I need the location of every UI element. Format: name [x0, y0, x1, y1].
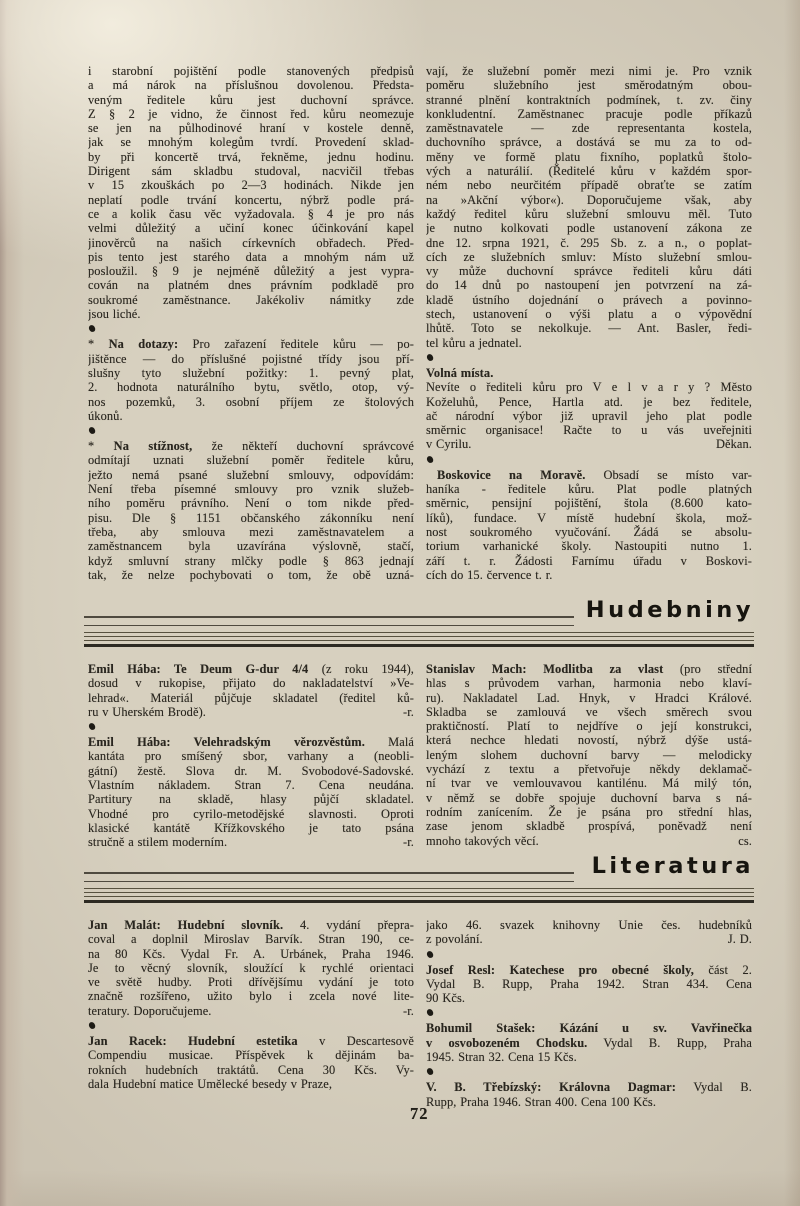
text-line: a má nárok na příslušnou dovolenou. Předsta- — [88, 78, 414, 93]
text-line: v osvobozeném Chodsku. Vydal B. Rupp, Praha — [426, 1035, 752, 1050]
bullet-dot-icon — [426, 455, 434, 464]
text-line: Koželuhů, Pence, Hartla atd. je bez ředitele, — [426, 394, 752, 409]
signature: -r. — [403, 704, 414, 719]
text-line: ve světě hudby. Proti dřívějšímu vydání je toto — [88, 975, 414, 990]
signature: -r. — [403, 1003, 414, 1018]
text-line: velmi důležitý a učiní konec účinkování kapel — [88, 221, 414, 236]
bullet-mark — [426, 452, 752, 468]
bullet-dot-icon — [426, 1009, 434, 1018]
text-line: Je to věcný slovník, sloužící k rychlé orientaci — [88, 960, 414, 975]
text-line: nos pozemků, 3. osobní příjem ze štolových — [88, 394, 414, 409]
text-line: ježto nemá psané služební smlouvy, odpovídám: — [88, 467, 414, 482]
text-line: * Na stížnost, že někteří duchovní správcové — [88, 439, 414, 454]
text-line: coval a doplnil Miroslav Barvík. Stran 190, ce- — [88, 932, 414, 947]
text-line: dala Hudební matice Umělecké besedy v Praze, — [88, 1076, 333, 1091]
text-line: neplatí podle trvání koncertu, nýbrž podle prá- — [88, 192, 414, 207]
text-line: jako 46. svazek knihovny Unie čes. hudebníků — [426, 918, 752, 932]
text-line: kantáta pro smíšený sbor, varhany a (neobli- — [88, 749, 414, 764]
text-line: třeba, aby smlouva mezi zaměstnavatelem a — [88, 524, 414, 539]
bullet-dot-icon — [88, 325, 96, 334]
text-line: -r. stručně a stilem moderním. — [88, 835, 414, 850]
text-line: rokních hudebních traktátů. Cena 30 Kčs. Vy- — [88, 1062, 414, 1077]
text-line: Jan Racek: Hudební estetika v Descartesově — [88, 1034, 414, 1049]
text-line: cích ze služebních smluv: Místo služební smlou- — [426, 249, 752, 264]
text-line: úkonů. — [88, 408, 123, 423]
text-line: ního poměru právního. Není o tom nikde před- — [88, 496, 414, 511]
text-line: V. B. Třebízský: Královna Dagmar: Vydal B. — [426, 1080, 752, 1095]
text-line: ač národní výbor již upravil jeho plat podle — [426, 408, 752, 423]
text-line: dosud v rukopise, přijato do nakladatelství »Ve- — [88, 676, 414, 691]
text-line: směrnic, pensijní pojištění, štola (8.600 kato- — [426, 496, 752, 511]
text-line: Emil Hába: Velehradským věrozvěstům. Malá — [88, 735, 414, 750]
text-line: Volná místa. — [426, 365, 494, 380]
text-line: -r. ru v Uherském Brodě). — [88, 704, 414, 719]
text-line: poměru služebního jest směrodatným obou- — [426, 78, 752, 93]
text-line: Josef Resl: Katechese pro obecné školy, část 2. — [426, 962, 752, 977]
text-line: Dirigent sám skladbu studoval, nacvičil třebas — [88, 164, 414, 179]
section-title-hudebniny: Hudebniny — [585, 597, 754, 623]
text-line: -r. teratury. Doporučujeme. — [88, 1003, 414, 1018]
text-line: zase jenom skladbě prospívá, poněvadž není — [426, 819, 752, 834]
text-line: cován na platném dnes právním podkladě pro — [88, 278, 414, 293]
text-line: tak, že nelze pochybovati o tom, že obě uzná- — [88, 567, 414, 582]
text-line: ní tvar ve vemlouvavou kantilénu. Má milý tón, — [426, 776, 752, 791]
text-line: vy může duchovní správce řediteli kůru dáti — [426, 264, 752, 279]
text-line: v němž se dobře spojuje duchovní barva s ná- — [426, 790, 752, 805]
text-line: když smluvní strany mlčky podle § 863 jednají — [88, 553, 414, 568]
bullet-dot-icon — [426, 1068, 434, 1077]
right-column — [426, 918, 752, 1109]
text-line: Partitury na skladě, hlasy půjčí skladatel. — [88, 792, 414, 807]
heading-rules-left — [84, 872, 574, 889]
bullet-dot-icon — [426, 950, 434, 959]
text-line: ném nebo neurčitém případě obraťte se zatím — [426, 178, 752, 193]
text-line: by při koncertě trvá, řekněme, jednu hodinu. — [88, 149, 414, 164]
text-line: směrnic organisace! Račte to u vás uveřejniti — [426, 423, 752, 438]
text-line: ce a kolik času věc vyžadovala. § 4 je pro nás — [88, 206, 414, 221]
text-line: značně rozšířeno, užito bylo i zcela nové lite- — [88, 989, 414, 1004]
text-line: Nevíte o řediteli kůru pro V e l v a r y ? Město — [426, 380, 752, 395]
text-line: Compendiu musicae. Příspěvek k dějinám ba- — [88, 1048, 414, 1063]
bullet-dot-icon — [88, 722, 96, 731]
section-heading-literatura — [84, 855, 754, 907]
bullet-mark — [426, 350, 752, 366]
text-line: soukromé zaměstnance. Jakékoliv námitky zde — [88, 292, 414, 307]
bullet-mark — [426, 1005, 752, 1021]
signature: cs. — [738, 833, 752, 848]
bullet-mark — [426, 1064, 752, 1080]
text-line: cích do 15. července t. r. — [426, 567, 553, 582]
text-line: do 14 dnů po nastoupení jen potvrzení na zá- — [426, 278, 752, 293]
text-line: zaměstnavatele — zde representanta kostela, — [426, 121, 752, 136]
text-line: Z § 2 je vidno, že činnost řed. kůru neomezuje — [88, 106, 414, 121]
heading-rules-full — [84, 888, 754, 903]
text-line: vychází z textu a přetvořuje někdy deklamač- — [426, 762, 752, 777]
text-line: Není třeba písemné smlouvy pro vznik služeb- — [88, 482, 414, 497]
text-line: kladě ústního dojednání o právech a povinno- — [426, 292, 752, 307]
text-line: leným slohem duchovní barvy — melodicky — [426, 747, 752, 762]
text-line: jsou liché. — [88, 307, 141, 322]
text-line: vají, že služební poměr mezi nimi je. Pro vznik — [426, 64, 752, 78]
text-line: torium varhanické školy. Nastoupiti nutno 1. — [426, 539, 752, 554]
text-line: rodním zanícením. Že je psána pro střední hlas, — [426, 804, 752, 819]
text-line: jak se mnohým kolegům tvrdí. Provedení sklad- — [88, 135, 414, 150]
text-line: Boskovice na Moravě. Obsadí se místo var- — [437, 467, 752, 482]
text-line: odmítají uznati služební poměr ředitele kůru, — [88, 453, 414, 468]
text-line: v 15 zkouškách po 2—3 hodinách. Nikde jen — [88, 178, 414, 193]
text-line: duchovního správce, a dostává se mu za to od- — [426, 135, 752, 150]
text-line: 1945. Stran 32. Cena 15 Kčs. — [426, 1050, 577, 1065]
section-hudebniny — [88, 662, 752, 850]
text-line: i starobní pojištění podle stanovených předpisů — [88, 64, 414, 78]
text-line: Vydal B. Rupp, Praha 1942. Stran 434. Cena — [426, 976, 752, 991]
text-line: měny ve formě platu fixního, poplatků štolo- — [426, 149, 752, 164]
text-line: klasické kantátě Křížkovského je tato psána — [88, 820, 414, 835]
text-line: Vhodné pro cyrilo-metodějské slavnosti. Oproti — [88, 806, 414, 821]
signature: Děkan. — [715, 437, 752, 452]
text-line: haníka - ředitele kůru. Plat podle platných — [426, 482, 752, 497]
text-line: konkludentní. Zaměstnanec pracuje podle příkazů — [426, 106, 752, 121]
bullet-dot-icon — [88, 426, 96, 435]
bullet-dot-icon — [426, 353, 434, 362]
section-association-news — [88, 64, 752, 582]
bullet-mark — [88, 321, 414, 337]
text-line: každý ředitel kůru služební smlouvu měl. Tuto — [426, 206, 752, 221]
text-line: Stanislav Mach: Modlitba za vlast (pro střední — [426, 662, 752, 676]
text-line: hlas s průvodem varhan, harmonia nebo klaví- — [426, 676, 752, 691]
text-line: 90 Kčs. — [426, 991, 466, 1006]
section-heading-hudebniny — [84, 599, 754, 651]
left-column — [88, 662, 414, 850]
signature: J. D. — [727, 932, 752, 947]
text-line: veným ředitele kůru jest duchovní správce. — [88, 92, 414, 107]
text-line: gátní) žestě. Slova dr. M. Svobodové-Sadovské. — [88, 763, 414, 778]
text-line: pisu. Dle § 1151 občanského zákonníku není — [88, 510, 414, 525]
text-line: se jen na půlhodinové hraní v kostele denně, — [88, 121, 414, 136]
heading-rules-left — [84, 616, 574, 633]
text-line: lehrad«. Materiál půjčuje skladatel (ředitel ků- — [88, 690, 414, 705]
text-line: * Na dotazy: Pro zařazení ředitele kůru — po- — [88, 337, 414, 352]
text-line: na 80 Kčs. Vydal Fr. A. Urbánek, Praha 1946. — [88, 946, 414, 961]
text-line: Skladba se zamlouvá ve všech směrech svou — [426, 704, 752, 719]
text-line: Emil Hába: Te Deum G-dur 4/4 (z roku 1944), — [88, 662, 414, 676]
text-line: dne 12. srpna 1921, č. 295 Sb. z. a n., o poplat- — [426, 235, 752, 250]
section-literatura — [88, 918, 752, 1109]
text-line: slušny tyto služební požitky: 1. pevný plat, — [88, 365, 414, 380]
text-line: pis tento jest starého data a mnohým nám už — [88, 249, 414, 264]
bullet-mark — [88, 423, 414, 439]
right-column — [426, 662, 752, 850]
text-line: vých a naturálií. (Ředitelé kůru v každém spor- — [426, 164, 752, 179]
text-line: ru). Nakladatel Lad. Hnyk, v Hradci Králové. — [426, 690, 752, 705]
text-line: jištěnce — do příslušné pojistné třídy jsou pří- — [88, 351, 414, 366]
text-line: líků), fundace. V místě hudební škola, mož- — [426, 510, 752, 525]
text-line: Rupp, Praha 1946. Stran 400. Cena 100 Kčs. — [426, 1094, 657, 1109]
bullet-dot-icon — [88, 1021, 96, 1030]
text-line: stranné plnění kontraktních podmínek, t. zv. činy — [426, 92, 752, 107]
text-line: praktičností. Platí to nejdříve o její konstrukci, — [426, 719, 752, 734]
bullet-mark — [88, 1018, 414, 1034]
left-column — [88, 918, 414, 1109]
text-line: 2. hodnota naturálního bytu, světlo, otop, vý- — [88, 380, 414, 395]
signature: -r. — [403, 835, 414, 850]
heading-rules-full — [84, 632, 754, 647]
text-line: na »Akční výbor«). Doporučujeme však, aby — [426, 192, 752, 207]
text-line: lhůtě. Toto se nekolkuje. — Ant. Basler, ředi- — [426, 321, 752, 336]
text-line: posloužil. § 9 je nejméně důležitý a jest vypra- — [88, 264, 414, 279]
text-line: Děkan. v Cyrilu. — [426, 437, 752, 452]
text-line: září t. r. Žádosti Farnímu úřadu v Boskovi- — [426, 553, 752, 568]
text-line: jinověrců na našich církevních obřadech. Před- — [88, 235, 414, 250]
left-column — [88, 64, 414, 582]
text-line: Bohumil Stašek: Kázání u sv. Vavřinečka — [426, 1021, 752, 1036]
text-line: cs. mnoho takových věcí. — [426, 833, 752, 848]
text-line: nost soukromého vyučování. Žádá se absolu- — [426, 524, 752, 539]
text-line: zaměstnancem byla uzavírána výslovně, stačí, — [88, 539, 414, 554]
section-title-literatura: Literatura — [591, 853, 754, 879]
text-line: je nutno kolkovati podle ustanovení zákona ze — [426, 221, 752, 236]
right-column — [426, 64, 752, 582]
page-number: 72 — [410, 1104, 429, 1123]
text-line: J. D. z povolání. — [426, 932, 752, 947]
bullet-mark — [426, 947, 752, 963]
text-line: Jan Malát: Hudební slovník. 4. vydání přepra- — [88, 918, 414, 932]
text-line: která nechce hledati novostí, nýbrž dýše ustá- — [426, 733, 752, 748]
bullet-mark — [88, 719, 414, 735]
text-line: tel kůru a jednatel. — [426, 335, 522, 350]
text-line: Vlastním nákladem. Stran 7. Cena neudána. — [88, 778, 414, 793]
text-line: stech, ustanovení o výši platu a o výpovědní — [426, 307, 752, 322]
